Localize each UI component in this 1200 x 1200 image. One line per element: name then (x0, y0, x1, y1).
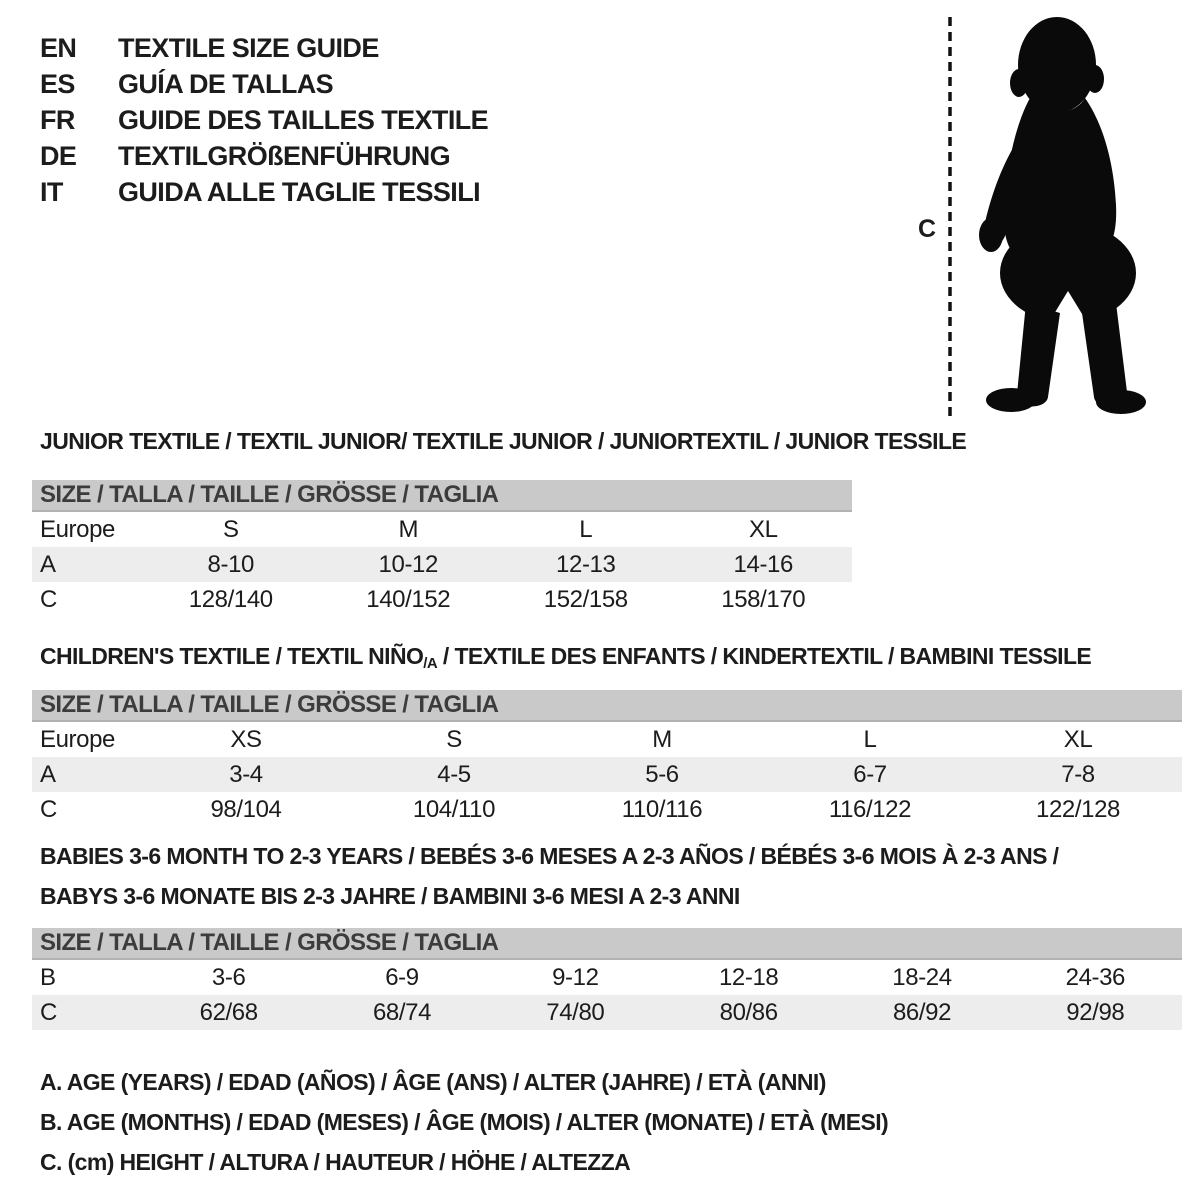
table-row (32, 582, 852, 617)
size-cell: 6-7 (853, 761, 887, 788)
size-cell: 3-4 (229, 761, 263, 788)
size-cell: 86/92 (892, 999, 952, 1026)
language-code: IT (40, 177, 63, 207)
size-cell: XS (230, 726, 262, 753)
table-row (32, 547, 852, 582)
language-label: TEXTILGRÖßENFÜHRUNG (118, 141, 451, 171)
language-code: ES (40, 69, 75, 99)
size-cell: 3-6 (211, 964, 246, 991)
size-cell: 110/116 (621, 796, 703, 823)
row-label: C (40, 999, 57, 1026)
table-row (32, 960, 1182, 995)
size-cell: 9-12 (552, 964, 599, 991)
size-cell: 24-36 (1065, 964, 1126, 991)
size-cell: 12-13 (556, 551, 616, 578)
size-header-bar: SIZE / TALLA / TAILLE / GRÖSSE / TAGLIA (32, 480, 852, 512)
row-label: Europe (40, 726, 115, 753)
size-cell: 122/128 (1036, 796, 1120, 823)
table-row (32, 792, 1182, 827)
baby-silhouette (979, 17, 1146, 414)
language-label: GUIDE DES TAILLES TEXTILE (118, 105, 489, 135)
row-label: Europe (40, 516, 115, 543)
language-label: TEXTILE SIZE GUIDE (118, 33, 379, 63)
section-title-babies-line1: BABIES 3-6 MONTH TO 2-3 YEARS / BEBÉS 3-6 MESES A 2-3 AÑOS / BÉBÉS 3-6 MOIS À 2-3 ANS / (40, 843, 1059, 869)
language-item (40, 174, 488, 210)
size-table-junior (32, 480, 852, 617)
section-title-junior: JUNIOR TEXTILE / TEXTIL JUNIOR/ TEXTILE JUNIOR / JUNIORTEXTIL / JUNIOR TESSILE (40, 428, 967, 454)
row-label: B (40, 964, 56, 991)
size-cell: 152/158 (543, 586, 628, 613)
size-cell: 12-18 (718, 964, 779, 991)
size-cell: XL (1063, 726, 1093, 753)
size-cell: 98/104 (210, 796, 282, 823)
size-header-bar: SIZE / TALLA / TAILLE / GRÖSSE / TAGLIA (32, 928, 1182, 960)
size-cell: 68/74 (372, 999, 432, 1026)
size-cell: 18-24 (892, 964, 952, 991)
language-item (40, 138, 488, 174)
language-label: GUÍA DE TALLAS (118, 69, 334, 99)
height-measure-label: C (918, 215, 937, 243)
size-header-bar: SIZE / TALLA / TAILLE / GRÖSSE / TAGLIA (32, 690, 1182, 722)
language-item (40, 66, 488, 102)
size-cell: M (398, 516, 419, 543)
size-table-children (32, 690, 1182, 827)
size-cell: S (222, 516, 239, 543)
size-cell: 128/140 (188, 586, 273, 613)
section-title-children-pre: CHILDREN'S TEXTILE / TEXTIL NIÑO (40, 643, 424, 669)
row-label: A (40, 551, 56, 578)
legend-line-c: C. (cm) HEIGHT / ALTURA / HAUTEUR / HÖHE / ALTEZZA (40, 1149, 631, 1175)
table-row (32, 757, 1182, 792)
language-code: DE (40, 141, 77, 171)
language-code: EN (40, 33, 77, 63)
size-cell: L (863, 726, 877, 753)
language-code: FR (40, 105, 75, 135)
legend-block (40, 1062, 888, 1182)
language-guide-block (40, 30, 488, 210)
size-cell: S (446, 726, 462, 753)
size-cell: 104/110 (412, 796, 496, 823)
size-cell: L (579, 516, 593, 543)
row-label: C (40, 796, 57, 823)
legend-line-a: A. AGE (YEARS) / EDAD (AÑOS) / ÂGE (ANS) / ALTER (JAHRE) / ETÀ (ANNI) (40, 1069, 826, 1095)
size-cell: 140/152 (366, 586, 451, 613)
table-row (32, 722, 1182, 757)
size-cell: 14-16 (733, 551, 793, 578)
language-item (40, 102, 488, 138)
size-cell: XL (748, 516, 778, 543)
size-cell: 62/68 (199, 999, 258, 1026)
section-title-children-sub: /A (423, 655, 438, 672)
size-cell: 5-6 (645, 761, 679, 788)
size-cell: 4-5 (437, 761, 471, 788)
table-row (32, 512, 852, 547)
row-label: A (40, 761, 56, 788)
section-title-babies-line2: BABYS 3-6 MONATE BIS 2-3 JAHRE / BAMBINI 3-6 MESI A 2-3 ANNI (40, 883, 740, 909)
row-label: C (40, 586, 57, 613)
size-cell: 7-8 (1061, 761, 1095, 788)
size-cell: 92/98 (1066, 999, 1125, 1026)
size-cell: 10-12 (378, 551, 438, 578)
size-cell: 8-10 (207, 551, 254, 578)
size-cell: 158/170 (721, 586, 806, 613)
language-item (40, 30, 488, 66)
size-cell: 6-9 (385, 964, 419, 991)
size-cell: 74/80 (546, 999, 605, 1026)
language-label: GUIDA ALLE TAGLIE TESSILI (118, 177, 480, 207)
size-table-babies (32, 928, 1182, 1030)
section-title-children-post: / TEXTILE DES ENFANTS / KINDERTEXTIL / BAMBINI TESSILE (437, 643, 1092, 669)
table-row (32, 995, 1182, 1030)
size-cell: 116/122 (828, 796, 912, 823)
section-title-children (40, 643, 1091, 672)
size-cell: M (652, 726, 672, 753)
legend-line-b: B. AGE (MONTHS) / EDAD (MESES) / ÂGE (MOIS) / ALTER (MONATE) / ETÀ (MESI) (40, 1109, 889, 1135)
size-cell: 80/86 (719, 999, 778, 1026)
